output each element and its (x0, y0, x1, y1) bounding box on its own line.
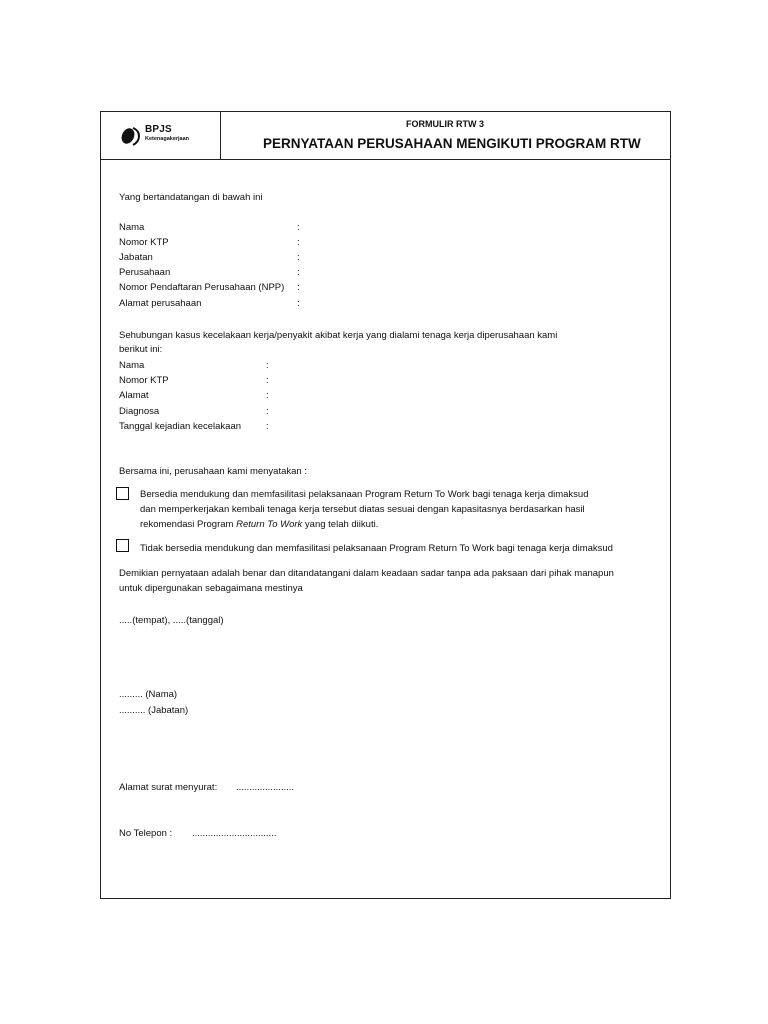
field-colon: : (297, 298, 300, 309)
field-colon: : (297, 267, 300, 278)
phone-label: No Telepon : (119, 828, 173, 839)
logo-brand: BPJS (145, 124, 172, 135)
statement-intro: Bersama ini, perusahaan kami menyatakan : (119, 466, 307, 477)
field-colon: : (297, 237, 300, 248)
agree-option-line3-post: yang telah diikuti. (302, 519, 379, 530)
closing-line2: untuk dipergunakan sebagaimana mestinya (119, 583, 303, 594)
intro-text: Yang bertandatangan di bawah ini (119, 192, 263, 203)
mail-address-value: ...................... (236, 782, 295, 793)
phone-value: ................................ (192, 828, 277, 839)
signer-field-label: Alamat perusahaan (119, 298, 202, 309)
field-colon: : (297, 282, 300, 293)
signer-field-label: Nomor KTP (119, 237, 169, 248)
worker-field-label: Diagnosa (119, 406, 160, 417)
bpjs-logo-icon (120, 125, 142, 147)
closing-line1: Demikian pernyataan adalah benar dan ditandatangani dalam keadaan sadar tanpa ada paksaan dari pihak manapun (119, 568, 614, 579)
agree-checkbox[interactable] (116, 487, 129, 500)
form-code: FORMULIR RTW 3 (406, 119, 484, 129)
agree-option-line3-em: Return To Work (236, 519, 303, 530)
form-header (101, 112, 670, 160)
sign-name: ......... (Nama) (119, 689, 178, 700)
agree-option-line: dan memperkerjakan kembali tenaga kerja tersebut diatas sesuai dengan kapasitasnya berdasarkan hasil (140, 504, 585, 515)
decline-option-text: Tidak bersedia mendukung dan memfasilitasi pelaksanaan Program Return To Work bagi tenaga kerja dimaksud (140, 543, 613, 554)
sign-position: .......... (Jabatan) (119, 705, 189, 716)
logo-cell (101, 112, 221, 159)
field-colon: : (266, 360, 269, 371)
agree-option-text (140, 487, 670, 532)
signer-field-label: Perusahaan (119, 267, 171, 278)
field-colon: : (297, 222, 300, 233)
signer-field-label: Nama (119, 222, 145, 233)
place-date: .....(tempat), .....(tanggal) (119, 615, 224, 626)
field-colon: : (266, 421, 269, 432)
agree-option-line: Bersedia mendukung dan memfasilitasi pelaksanaan Program Return To Work bagi tenaga kerja dimaksud (140, 489, 589, 500)
logo-subtitle: Ketenagakerjaan (145, 136, 190, 142)
field-colon: : (266, 375, 269, 386)
field-colon: : (266, 390, 269, 401)
mail-address-label: Alamat surat menyurat: (119, 782, 218, 793)
case-intro-line2: berikut ini: (119, 344, 163, 355)
worker-field-label: Nomor KTP (119, 375, 169, 386)
form-title: PERNYATAAN PERUSAHAAN MENGIKUTI PROGRAM RTW (263, 136, 641, 151)
worker-field-label: Alamat (119, 390, 149, 401)
worker-field-label: Tanggal kejadian kecelakaan (119, 421, 242, 432)
case-intro-line1: Sehubungan kasus kecelakaan kerja/penyakit akibat kerja yang dialami tenaga kerja diperusahaan kami (119, 330, 558, 341)
signer-field-label: Jabatan (119, 252, 153, 263)
form-page (100, 111, 671, 899)
worker-field-label: Nama (119, 360, 145, 371)
decline-checkbox[interactable] (116, 539, 129, 552)
field-colon: : (297, 252, 300, 263)
field-colon: : (266, 406, 269, 417)
signer-field-label: Nomor Pendaftaran Perusahaan (NPP) (119, 282, 285, 293)
agree-option-line3-pre: rekomendasi Program (140, 519, 237, 530)
agree-option-line (140, 517, 670, 532)
